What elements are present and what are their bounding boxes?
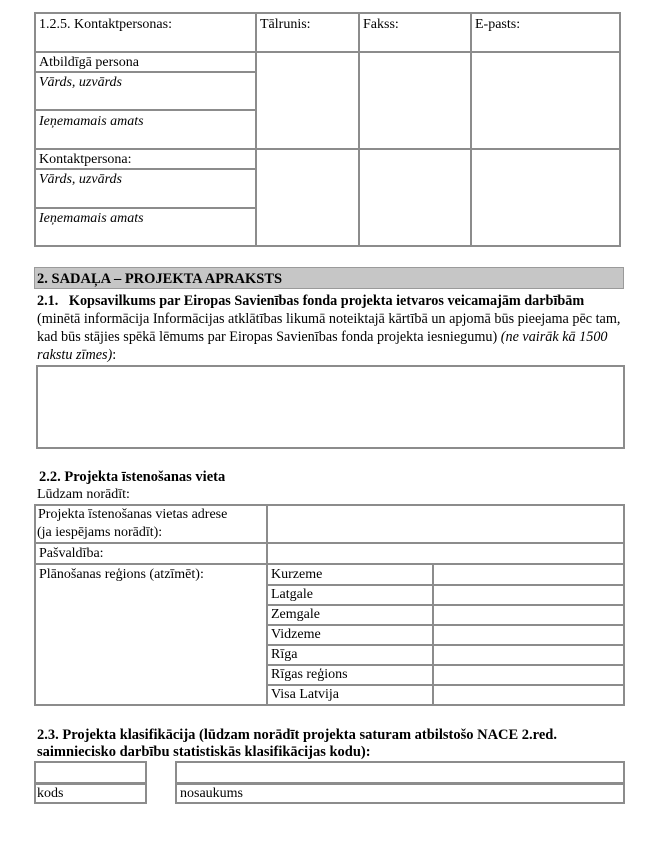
address-field[interactable] bbox=[268, 506, 623, 542]
municipality-field[interactable] bbox=[268, 544, 623, 563]
contact-fax-field[interactable] bbox=[360, 150, 470, 245]
address-label-line1: Projekta īstenošanas vietas adrese bbox=[38, 507, 228, 522]
region-riga-region-checkbox[interactable] bbox=[434, 666, 623, 684]
address-label-line2: (ja iespējams norādīt): bbox=[37, 525, 163, 540]
summary-colon: : bbox=[112, 347, 117, 363]
nace-name-label-cell bbox=[175, 783, 625, 804]
responsible-position-label: Ieņemamais amats bbox=[39, 114, 144, 129]
phone-column-header: Tālrunis: bbox=[260, 17, 311, 32]
contact-name-label: Vārds, uzvārds bbox=[39, 172, 122, 187]
responsible-name-field[interactable] bbox=[36, 92, 255, 109]
section-header bbox=[34, 267, 624, 289]
nace-code-label-cell bbox=[34, 783, 147, 804]
nace-name-input[interactable] bbox=[175, 761, 625, 784]
region-vidzeme: Vidzeme bbox=[271, 627, 321, 642]
divider bbox=[34, 109, 256, 111]
responsible-fax-field[interactable] bbox=[360, 53, 470, 148]
location-title: 2.2. Projekta īstenošanas vieta bbox=[39, 469, 226, 485]
divider bbox=[34, 71, 256, 73]
municipality-label: Pašvaldība: bbox=[39, 546, 104, 561]
nace-name-label: nosaukums bbox=[180, 786, 243, 801]
region-latgale-checkbox[interactable] bbox=[434, 586, 623, 604]
contact-person-title: Kontaktpersona: bbox=[39, 152, 132, 167]
contacts-section-label: 1.2.5. Kontaktpersonas: bbox=[39, 17, 172, 32]
contact-position-field[interactable] bbox=[36, 228, 255, 245]
region-latgale: Latgale bbox=[271, 587, 313, 602]
summary-textarea[interactable] bbox=[36, 365, 625, 449]
responsible-person-title: Atbildīgā persona bbox=[39, 55, 139, 70]
region-riga-region: Rīgas reģions bbox=[271, 667, 348, 682]
section-header-title: 2. SADAĻA – PROJEKTA APRAKSTS bbox=[37, 271, 283, 287]
contact-email-field[interactable] bbox=[472, 150, 619, 245]
divider bbox=[34, 207, 256, 209]
summary-limit: (ne vairāk kā 1500 rakstu zīmes) bbox=[37, 329, 608, 363]
summary-title: Kopsavilkums par Eiropas Savienības fonda projekta ietvaros veicamajām darbībām bbox=[68, 293, 585, 309]
region-kurzeme: Kurzeme bbox=[271, 567, 323, 582]
responsible-position-field[interactable] bbox=[36, 131, 255, 148]
responsible-email-field[interactable] bbox=[472, 53, 619, 148]
region-zemgale: Zemgale bbox=[271, 607, 320, 622]
contact-phone-field[interactable] bbox=[257, 150, 358, 245]
contact-name-field[interactable] bbox=[36, 189, 255, 206]
region-riga: Rīga bbox=[271, 647, 298, 662]
divider bbox=[34, 168, 256, 170]
planning-region-label: Plānošanas reģions (atzīmēt): bbox=[39, 567, 204, 582]
region-zemgale-checkbox[interactable] bbox=[434, 606, 623, 624]
location-prompt: Lūdzam norādīt: bbox=[37, 487, 130, 502]
region-kurzeme-checkbox[interactable] bbox=[434, 565, 623, 584]
fax-column-header: Fakss: bbox=[363, 17, 399, 32]
summary-note: (minētā informācija Informācijas atklātības likumā noteiktajā kārtībā un apjomā būs pieejama pēc tam, kad būs stājies spēkā lēmums par Eiropas Savienības fonda projekta iesniegumu) bbox=[37, 311, 621, 345]
region-riga-checkbox[interactable] bbox=[434, 646, 623, 664]
classification-title-line1: 2.3. Projekta klasifikācija (lūdzam norādīt projekta saturam atbilstošo NACE 2.red. bbox=[37, 727, 557, 743]
email-column-header: E-pasts: bbox=[475, 17, 521, 32]
responsible-phone-field[interactable] bbox=[257, 53, 358, 148]
region-all-latvia: Visa Latvija bbox=[271, 687, 339, 702]
summary-number: 2.1. bbox=[37, 293, 59, 309]
classification-title-line2: saimniecisko darbību statistiskās klasifikācijas kodu): bbox=[37, 744, 371, 760]
contact-position-label: Ieņemamais amats bbox=[39, 211, 144, 226]
region-all-latvia-checkbox[interactable] bbox=[434, 686, 623, 704]
region-vidzeme-checkbox[interactable] bbox=[434, 626, 623, 644]
nace-code-input[interactable] bbox=[34, 761, 147, 784]
responsible-name-label: Vārds, uzvārds bbox=[39, 75, 122, 90]
summary-description bbox=[37, 292, 627, 364]
nace-code-label: kods bbox=[37, 786, 64, 801]
